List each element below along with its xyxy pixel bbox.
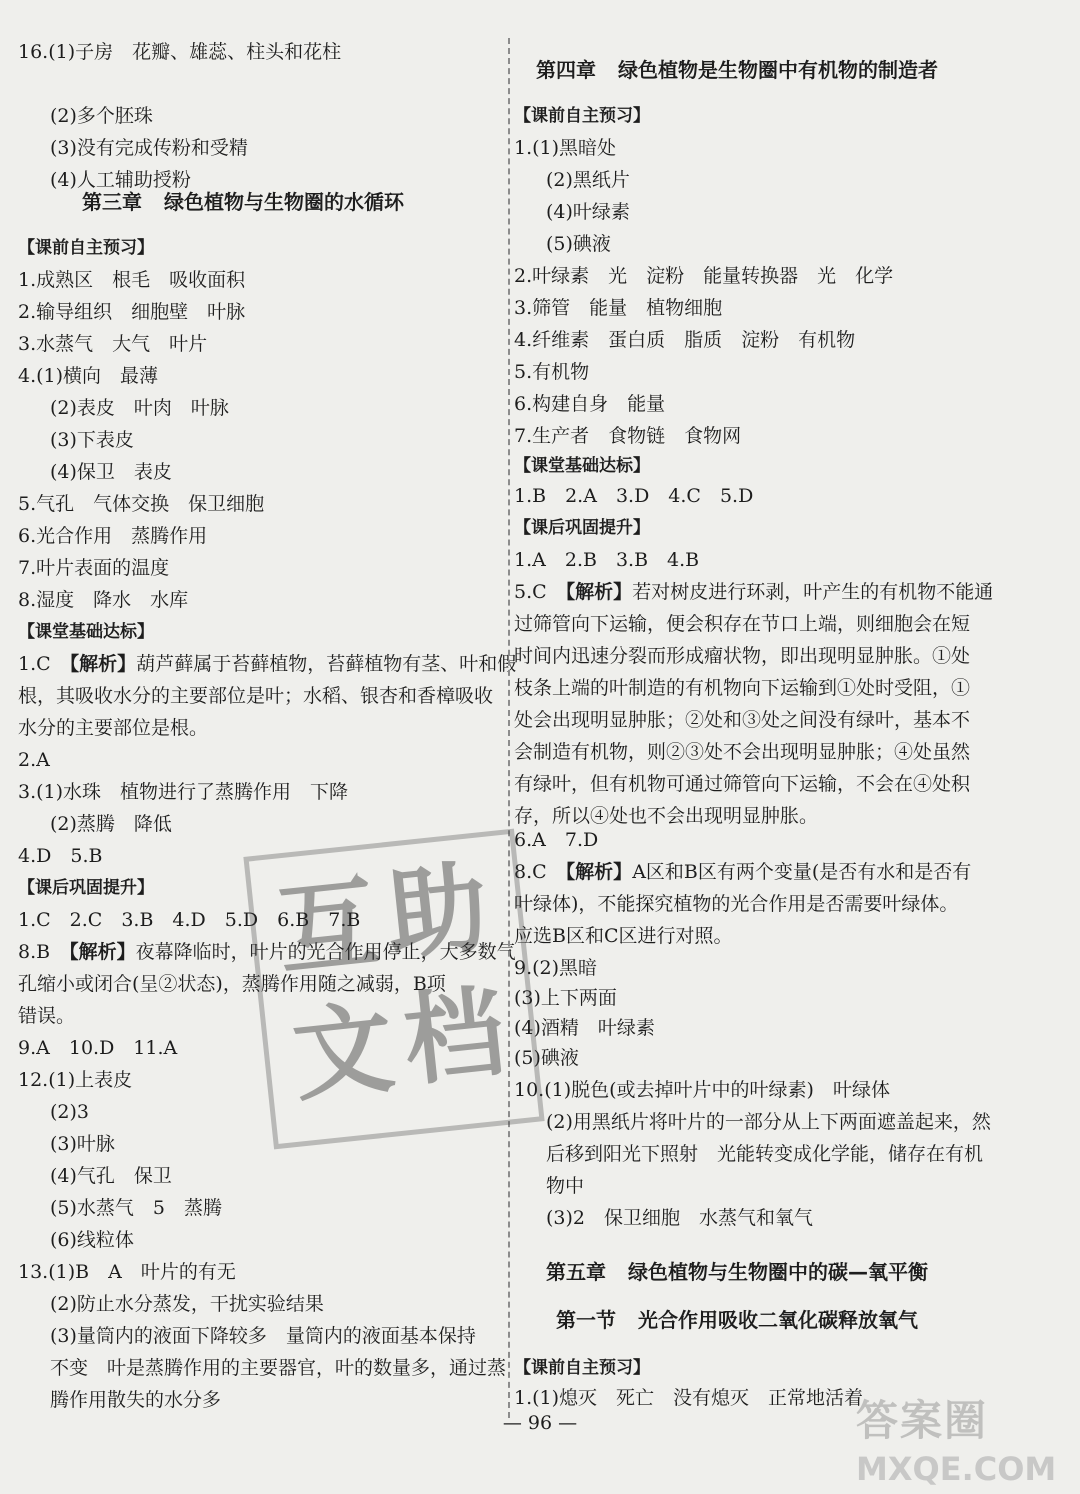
analysis-continued: 孔缩小或闭合(呈②状态)，蒸腾作用随之减弱，B项 bbox=[18, 973, 446, 995]
watermark-url: MXQE.COM bbox=[856, 1450, 1057, 1488]
preview-item: 1.成熟区 根毛 吸收面积 bbox=[18, 269, 246, 291]
q16-line-1: 16.(1)子房 花瓣、雄蕊、柱头和花柱 bbox=[18, 41, 342, 63]
chapter-3-name: 绿色植物与生物圈的水循环 bbox=[164, 190, 404, 214]
q16-line-4: (4)人工辅助授粉 bbox=[50, 169, 191, 191]
preview-subitem: (2)表皮 叶肉 叶脉 bbox=[50, 397, 229, 419]
chapter-5-title bbox=[546, 1258, 928, 1286]
site-watermark bbox=[856, 1388, 1068, 1488]
q16-line-2: (2)多个胚珠 bbox=[50, 105, 153, 127]
preview-subitem: (5)碘液 bbox=[546, 233, 611, 255]
basic-answer-3-sub: (2)蒸腾 降低 bbox=[50, 813, 172, 835]
q13-subitem: (3)量筒内的液面下降较多 量筒内的液面基本保持 bbox=[50, 1325, 476, 1347]
preview-subitem: (3)下表皮 bbox=[50, 429, 134, 451]
chapter-3-number: 第三章 bbox=[82, 190, 142, 214]
section-tag-preview: 【课前自主预习】 bbox=[18, 238, 154, 258]
preview-item: 4.纤维素 蛋白质 脂质 淀粉 有机物 bbox=[514, 329, 856, 351]
basic-answer-3: 3.(1)水珠 植物进行了蒸腾作用 下降 bbox=[18, 781, 349, 803]
column-divider bbox=[508, 38, 511, 1418]
analysis-continued: 错误。 bbox=[18, 1005, 76, 1027]
section-tag-basic: 【课堂基础达标】 bbox=[18, 622, 154, 642]
section-tag-after: 【课后巩固提升】 bbox=[18, 878, 154, 898]
section-tag-preview: 【课前自主预习】 bbox=[514, 106, 650, 126]
analysis-keyword: 【解析】 bbox=[565, 581, 633, 603]
analysis-continued: 时间内迅速分裂而形成瘤状物，即出现明显肿胀。①处 bbox=[514, 645, 971, 667]
basic-answers: 1.B 2.A 3.D 4.C 5.D bbox=[514, 485, 754, 507]
q12-subitem: (4)气孔 保卫 bbox=[50, 1165, 172, 1187]
answer-choice: 8.B bbox=[18, 941, 70, 963]
preview-item: 1.(1)黑暗处 bbox=[514, 137, 617, 159]
q10-line: 10.(1)脱色(或去掉叶片中的叶绿素) 叶绿体 bbox=[514, 1079, 890, 1101]
analysis-continued: 过筛管向下运输，便会积存在节口上端，则细胞会在短 bbox=[514, 613, 971, 635]
chapter-4-title bbox=[536, 56, 938, 84]
preview-subitem: (4)叶绿素 bbox=[546, 201, 630, 223]
q13-line: 13.(1)B A 叶片的有无 bbox=[18, 1261, 236, 1283]
chapter-5-number: 第五章 bbox=[546, 1260, 606, 1284]
analysis-continued: 应选B区和C区进行对照。 bbox=[514, 925, 733, 947]
q13-subitem: (2)防止水分蒸发，干扰实验结果 bbox=[50, 1293, 324, 1315]
preview-item: 8.湿度 降水 水库 bbox=[18, 589, 189, 611]
q13-continued: 不变 叶是蒸腾作用的主要器官，叶的数量多，通过蒸 bbox=[50, 1357, 507, 1379]
section-tag-after: 【课后巩固提升】 bbox=[514, 518, 650, 538]
q10-subitem: (3)2 保卫细胞 水蒸气和氧气 bbox=[546, 1207, 814, 1229]
q16-line-3: (3)没有完成传粉和受精 bbox=[50, 137, 248, 159]
analysis-continued: 枝条上端的叶制造的有机物向下运输到①处时受阻，① bbox=[514, 677, 971, 699]
after-answer-5 bbox=[514, 578, 993, 606]
section-1-title bbox=[556, 1306, 918, 1334]
chapter-3-title bbox=[82, 188, 404, 216]
q12-line: 12.(1)上表皮 bbox=[18, 1069, 133, 1091]
stamp-watermark bbox=[243, 829, 544, 1150]
preview-item: 5.有机物 bbox=[514, 361, 590, 383]
after-answers-1-7: 1.C 2.C 3.B 4.D 5.D 6.B 7.B bbox=[18, 909, 361, 931]
preview-item: 5.气孔 气体交换 保卫细胞 bbox=[18, 493, 265, 515]
analysis-text: 葫芦藓属于苔藓植物，苔藓植物有茎、叶和假 bbox=[136, 653, 517, 675]
stamp-char: 文 bbox=[287, 988, 400, 1116]
basic-answer-2: 2.A bbox=[18, 749, 50, 771]
preview-subitem: (4)保卫 表皮 bbox=[50, 461, 172, 483]
analysis-text: 若对树皮进行环剥，叶产生的有机物不能通 bbox=[632, 581, 994, 603]
answer-choice: 8.C bbox=[514, 861, 566, 883]
preview-item: 3.筛管 能量 植物细胞 bbox=[514, 297, 723, 319]
analysis-keyword: 【解析】 bbox=[69, 941, 136, 963]
section-tag-preview: 【课前自主预习】 bbox=[514, 1358, 650, 1378]
preview-item: 7.叶片表面的温度 bbox=[18, 557, 170, 579]
q9-subitem: (5)碘液 bbox=[514, 1047, 579, 1069]
q12-subitem: (2)3 bbox=[50, 1101, 90, 1123]
analysis-continued: 根，其吸收水分的主要部位是叶；水稻、银杏和香樟吸收 bbox=[18, 685, 494, 707]
q9-line: 9.(2)黑暗 bbox=[514, 957, 598, 979]
chapter-4-name: 绿色植物是生物圈中有机物的制造者 bbox=[618, 58, 938, 82]
basic-answer-1 bbox=[18, 650, 516, 678]
analysis-continued: 会制造有机物，则②③处不会出现明显肿胀；④处虽然 bbox=[514, 741, 971, 763]
basic-answer-4-5: 4.D 5.B bbox=[18, 845, 103, 867]
analysis-continued: 有绿叶，但有机物可通过筛管向下运输，不会在④处积 bbox=[514, 773, 971, 795]
after-answer-8 bbox=[514, 858, 971, 886]
stamp-char: 档 bbox=[398, 973, 511, 1100]
after-answers-6-7: 6.A 7.D bbox=[514, 829, 599, 851]
section-tag-basic: 【课堂基础达标】 bbox=[514, 456, 650, 476]
preview-item: 1.(1)熄灭 死亡 没有熄灭 正常地活着 bbox=[514, 1387, 864, 1409]
q10-subitem: 物中 bbox=[546, 1175, 585, 1197]
q10-subitem: (2)用黑纸片将叶片的一部分从上下两面遮盖起来，然 bbox=[546, 1111, 991, 1133]
analysis-continued: 处会出现明显肿胀；②处和③处之间没有绿叶，基本不 bbox=[514, 709, 971, 731]
q13-continued: 腾作用散失的水分多 bbox=[50, 1389, 222, 1411]
after-answers-9-11: 9.A 10.D 11.A bbox=[18, 1037, 178, 1059]
preview-item: 2.叶绿素 光 淀粉 能量转换器 光 化学 bbox=[514, 265, 894, 287]
page-number: — 96 — bbox=[502, 1412, 578, 1434]
preview-item: 6.构建自身 能量 bbox=[514, 393, 666, 415]
preview-item: 7.生产者 食物链 食物网 bbox=[514, 425, 742, 447]
stamp-char: 互 bbox=[272, 863, 385, 991]
watermark-logo-text: 答案圈 bbox=[856, 1396, 989, 1445]
q12-subitem: (5)水蒸气 5 蒸腾 bbox=[50, 1197, 223, 1219]
analysis-keyword: 【解析】 bbox=[69, 653, 137, 675]
answer-choice: 5.C bbox=[514, 581, 566, 603]
preview-item: 2.输导组织 细胞壁 叶脉 bbox=[18, 301, 246, 323]
q9-subitem: (3)上下两面 bbox=[514, 987, 617, 1009]
preview-item: 6.光合作用 蒸腾作用 bbox=[18, 525, 208, 547]
analysis-text: A区和B区有两个变量(是否有水和是否有 bbox=[632, 861, 972, 883]
answer-choice: 1.C bbox=[18, 653, 70, 675]
section-1-number: 第一节 bbox=[556, 1308, 616, 1332]
q9-subitem: (4)酒精 叶绿素 bbox=[514, 1017, 655, 1039]
analysis-keyword: 【解析】 bbox=[565, 861, 633, 883]
q10-subitem: 后移到阳光下照射 光能转变成化学能，储存在有机 bbox=[546, 1143, 984, 1165]
q12-subitem: (6)线粒体 bbox=[50, 1229, 134, 1251]
analysis-continued: 叶绿体)，不能探究植物的光合作用是否需要叶绿体。 bbox=[514, 893, 959, 915]
preview-item: 3.水蒸气 大气 叶片 bbox=[18, 333, 208, 355]
chapter-5-name: 绿色植物与生物圈中的碳—氧平衡 bbox=[628, 1260, 928, 1284]
analysis-continued: 水分的主要部位是根。 bbox=[18, 717, 209, 739]
after-answers-1-4: 1.A 2.B 3.B 4.B bbox=[514, 549, 700, 571]
analysis-text: 夜幕降临时，叶片的光合作用停止，大多数气 bbox=[135, 941, 516, 963]
q12-subitem: (3)叶脉 bbox=[50, 1133, 115, 1155]
chapter-4-number: 第四章 bbox=[536, 58, 596, 82]
stamp-char: 助 bbox=[381, 848, 493, 975]
preview-item: 4.(1)横向 最薄 bbox=[18, 365, 159, 387]
preview-subitem: (2)黑纸片 bbox=[546, 169, 630, 191]
section-1-name: 光合作用吸收二氧化碳释放氧气 bbox=[638, 1308, 918, 1332]
analysis-continued: 存，所以④处也不会出现明显肿胀。 bbox=[514, 805, 819, 827]
